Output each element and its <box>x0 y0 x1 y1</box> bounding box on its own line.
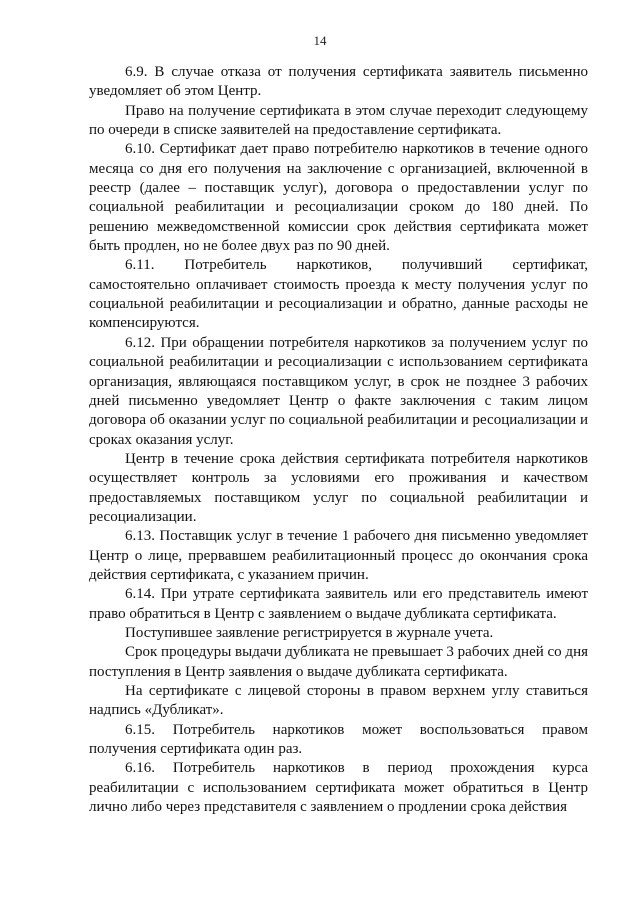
document-body <box>89 63 588 817</box>
page-number: 14 <box>313 33 327 48</box>
paragraph-6-9: 6.9. В случае отказа от получения сертификата заявитель письменно уведомляет об этом Центр. <box>89 64 588 100</box>
paragraph-6-12: 6.12. При обращении потребителя наркотиков за получением услуг по социальной реабилитации и ресоциализации с использованием сертификата организация, являющаяся поставщиком услуг, в срок не позднее 3 рабочих дней письменно уведомляет Центр о факте заключения с таким лицом договора об оказании услуг по социальной реабилитации и ресоциализации и сроках оказания услуг. <box>89 334 588 448</box>
paragraph-6-15: 6.15. Потребитель наркотиков может воспользоваться правом получения сертификата один раз. <box>89 721 588 758</box>
paragraph-6-10: 6.10. Сертификат дает право потребителю наркотиков в течение одного месяца со дня его получения на заключение с организацией, включенной в реестр (далее – поставщик услуг), договора о предоставлении услуг по социальной реабилитации и ресоциализации сроком до 180 дней. По решению межведомственной комиссии срок действия сертификата может быть продлен, но не более двух раз по 90 дней. <box>89 141 588 255</box>
paragraph-6-14-duration: Срок процедуры выдачи дубликата не превышает 3 рабочих дней со дня поступления в Центр заявления о выдаче дубликата сертификата. <box>89 644 588 680</box>
paragraph-6-13: 6.13. Поставщик услуг в течение 1 рабочего дня письменно уведомляет Центр о лице, прервавшем реабилитационный процесс до окончания срока действия сертификата, с указанием причин. <box>89 528 588 583</box>
paragraph-6-14-duplicate-mark: На сертификате с лицевой стороны в правом верхнем углу ставиться надпись «Дубликат». <box>89 683 588 719</box>
paragraph-6-11: 6.11. Потребитель наркотиков, получивший сертификат, самостоятельно оплачивает стоимость проезда к месту получения услуг по социальной реабилитации и ресоциализации и обратно, данные расходы не компенсируются. <box>89 257 588 332</box>
paragraph-6-14: 6.14. При утрате сертификата заявитель или его представитель имеют право обратиться в Центр с заявлением о выдаче дубликата сертификата. <box>89 586 588 622</box>
paragraph-6-12-control: Центр в течение срока действия сертификата потребителя наркотиков осуществляет контроль за условиями его проживания и качеством предоставляемых поставщиком услуг по социальной реабилитации и ресоциализации. <box>89 450 588 525</box>
paragraph-6-16: 6.16. Потребитель наркотиков в период прохождения курса реабилитации с использованием сертификата может обратиться в Центр лично либо через представителя с заявлением о продлении срока действия <box>89 760 588 816</box>
paragraph-6-14-registration: Поступившее заявление регистрируется в журнале учета. <box>125 624 494 641</box>
paragraph-6-9-transfer: Право на получение сертификата в этом случае переходит следующему по очереди в списке заявителей на предоставление сертификата. <box>89 102 588 139</box>
